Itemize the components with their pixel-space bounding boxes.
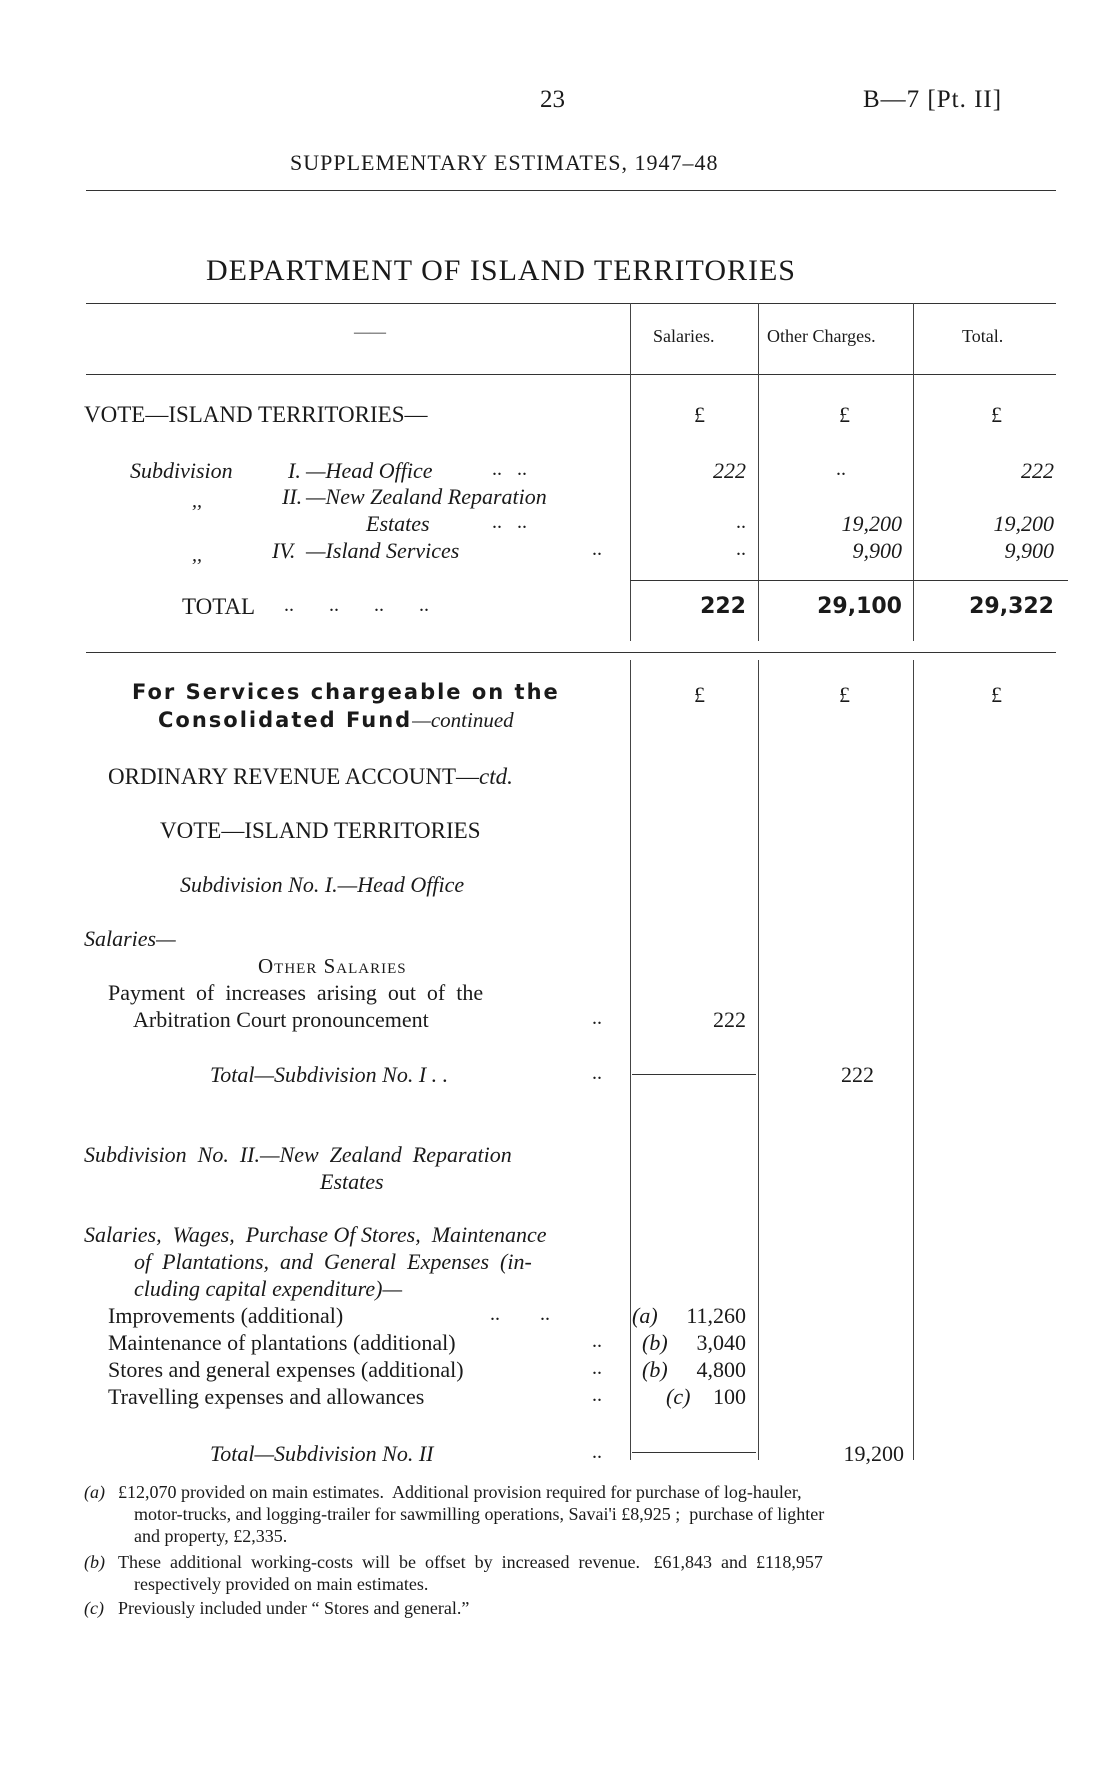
table-top-rule (86, 303, 1056, 304)
subdivision-2-heading-line-1: Subdivision No. II.—New Zealand Reparation (84, 1142, 512, 1167)
column-rule (758, 303, 759, 641)
leader-dots: .. (592, 1062, 602, 1084)
item-note: (a) (632, 1303, 658, 1328)
currency-symbol: £ (694, 682, 705, 707)
footnote-mark: (b) (84, 1552, 105, 1572)
footnote-b-line-1: These additional working-costs will be offset by increased revenue. £61,843 and £118,957 (118, 1552, 823, 1572)
subdivision-number: II. (282, 484, 303, 509)
subdivision-label-continued: Estates (366, 511, 430, 536)
subdivision-number: I. (288, 458, 301, 483)
cell-total: 19,200 (993, 511, 1054, 536)
summary-total-salaries: 222 (700, 594, 746, 619)
summary-total-other: 29,100 (817, 594, 902, 619)
currency-symbol: £ (991, 402, 1002, 427)
footnote-c-line-1: Previously included under “ Stores and general.” (118, 1598, 470, 1618)
item-label: Maintenance of plantations (additional) (108, 1330, 456, 1355)
account-ctd: ctd. (479, 764, 513, 789)
subdivision-label: —Island Services (306, 538, 460, 563)
column-header-other-charges: Other Charges. (767, 326, 876, 346)
salaries-label: Salaries— (84, 926, 176, 951)
column-header-blank: —— (354, 324, 386, 341)
column-rule (630, 660, 631, 1460)
subtotal-rule (632, 1074, 756, 1075)
header-row-rule (86, 374, 1056, 375)
column-header-total: Total. (962, 326, 1004, 346)
leader-dots: .. (592, 1357, 602, 1379)
column-rule (913, 303, 914, 641)
subdivision-label: —New Zealand Reparation (306, 484, 547, 509)
leader-dots: .. .. (490, 1303, 550, 1325)
footnote-mark: (c) (84, 1598, 104, 1618)
continued-text: —continued (412, 708, 514, 732)
item-value: 3,040 (696, 1330, 746, 1355)
currency-symbol: £ (839, 402, 850, 427)
item-value: 100 (713, 1384, 746, 1409)
cell-salaries: .. (736, 538, 746, 560)
footnote-b-line-2: respectively provided on main estimates. (134, 1574, 429, 1594)
item-label: Improvements (additional) (108, 1303, 344, 1328)
subdivision-prefix: ,, (192, 490, 202, 512)
cell-salaries: .. (736, 511, 746, 533)
footnote-mark: (a) (84, 1482, 105, 1502)
subdivision-2-total-value: 19,200 (843, 1441, 904, 1466)
leader-dots: .. (592, 538, 602, 560)
subdivision-2-description-2: of Plantations, and General Expenses (in- (134, 1249, 532, 1274)
cell-total: 222 (1021, 458, 1054, 483)
leader-dots: .. .. (492, 458, 527, 480)
header-rule (86, 190, 1056, 191)
payment-line-2: Arbitration Court pronouncement (133, 1007, 429, 1032)
payment-value: 222 (713, 1007, 746, 1032)
subdivision-1-heading: Subdivision No. I.—Head Office (180, 872, 465, 897)
subdivision-prefix: Subdivision (130, 458, 233, 483)
item-note: (c) (666, 1384, 691, 1409)
leader-dots: .. .. (492, 511, 527, 533)
account-label: ORDINARY REVENUE ACCOUNT— (108, 764, 479, 789)
column-header-salaries: Salaries. (653, 326, 715, 346)
column-rule (630, 303, 631, 641)
leader-dots: .. (592, 1330, 602, 1352)
item-value: 11,260 (686, 1303, 746, 1328)
subdivision-number: IV. (272, 538, 296, 563)
subdivision-prefix: ,, (192, 544, 202, 566)
cell-other: 9,900 (852, 538, 902, 563)
subdivision-2-total-label: Total—Subdivision No. II (210, 1441, 434, 1466)
subtotal-rule (632, 1452, 756, 1453)
subdivision-2-description-3: cluding capital expenditure)— (134, 1276, 403, 1301)
footnote-a-line-2: motor-trucks, and logging-trailer for sawmilling operations, Savai'i £8,925 ; purchase of lighter (134, 1504, 825, 1524)
department-title: DEPARTMENT OF ISLAND TERRITORIES (206, 254, 796, 287)
payment-line-1: Payment of increases arising out of the (108, 980, 484, 1005)
other-salaries-heading: Other Salaries (258, 954, 407, 978)
summary-total-label: TOTAL (182, 594, 256, 619)
cell-other: .. (836, 458, 846, 480)
page-title: SUPPLEMENTARY ESTIMATES, 1947–48 (290, 150, 719, 175)
total-rule (630, 580, 1068, 581)
subdivision-1-total-value: 222 (841, 1062, 874, 1087)
vote-heading: VOTE—ISLAND TERRITORIES (160, 818, 481, 843)
column-rule (913, 660, 914, 1460)
item-note: (b) (642, 1357, 668, 1382)
currency-symbol: £ (991, 682, 1002, 707)
consolidated-heading (158, 708, 514, 733)
leader-dots: .. .. .. .. (284, 594, 429, 616)
subdivision-label: —Head Office (306, 458, 433, 483)
chargeable-heading: For Services chargeable on the (132, 680, 560, 704)
leader-dots: .. (592, 1007, 602, 1029)
item-note: (b) (642, 1330, 668, 1355)
cell-total: 9,900 (1004, 538, 1054, 563)
subdivision-2-description-1: Salaries, Wages, Purchase Of Stores, Maintenance (84, 1222, 547, 1247)
cell-salaries: 222 (713, 458, 746, 483)
section-rule (86, 652, 1056, 653)
leader-dots: .. (592, 1384, 602, 1406)
subdivision-2-heading-line-2: Estates (320, 1169, 384, 1194)
consolidated-fund: Consolidated Fund (158, 708, 413, 732)
footnote-a-line-3: and property, £2,335. (134, 1526, 288, 1546)
document-reference: B—7 [Pt. II] (863, 86, 1003, 113)
column-rule (758, 660, 759, 1460)
page-number: 23 (540, 86, 565, 113)
vote-label: VOTE—ISLAND TERRITORIES— (84, 402, 428, 427)
summary-total-total: 29,322 (969, 594, 1054, 619)
footnote-a-line-1: £12,070 provided on main estimates. Additional provision required for purchase of log-hauler, (118, 1482, 802, 1502)
subdivision-1-total-label: Total—Subdivision No. I . . (210, 1062, 449, 1087)
currency-symbol: £ (839, 682, 850, 707)
item-value: 4,800 (696, 1357, 746, 1382)
account-heading (108, 764, 513, 790)
cell-other: 19,200 (841, 511, 902, 536)
item-label: Stores and general expenses (additional) (108, 1357, 464, 1382)
leader-dots: .. (592, 1441, 602, 1463)
item-label: Travelling expenses and allowances (108, 1384, 425, 1409)
currency-symbol: £ (694, 402, 705, 427)
